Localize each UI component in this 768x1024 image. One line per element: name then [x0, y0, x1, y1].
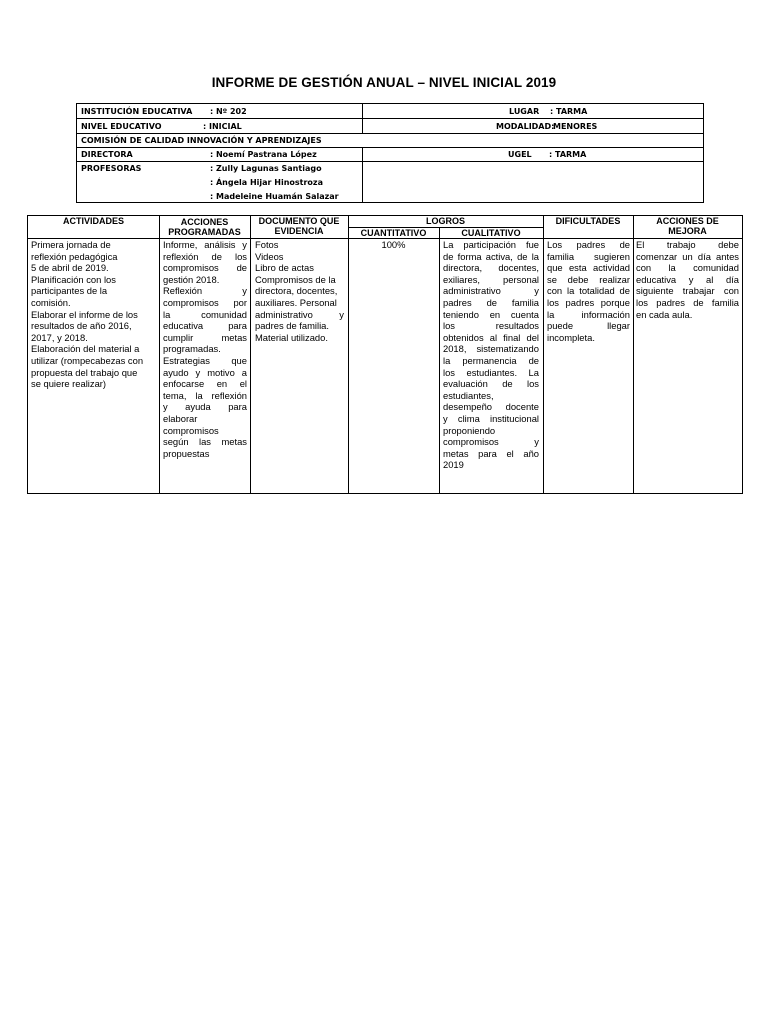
text-line: Estrategias que: [163, 354, 247, 366]
text-line: educativa para: [163, 320, 247, 332]
text-line: Libro de actas: [255, 262, 314, 274]
text-line: proponiendo: [443, 424, 496, 436]
header-acciones-mejora: [633, 216, 742, 236]
profesora-name: : Madeleine Huamán Salazar: [210, 192, 339, 201]
text-line: programadas.: [163, 343, 221, 355]
header-line: ACCIONES: [180, 217, 229, 227]
text-line: en cada aula.: [636, 308, 693, 320]
profesoras-label: PROFESORAS: [81, 164, 142, 173]
text-line: la información: [547, 308, 630, 320]
text-line: El trabajo debe: [636, 239, 739, 250]
header-line: DOCUMENTO QUE: [258, 216, 340, 226]
text-line: la permanencia de: [443, 354, 539, 366]
header-line: PROGRAMADAS: [168, 227, 241, 237]
info-divider: [362, 148, 363, 203]
text-line: 5 de abril de 2019.: [31, 262, 109, 274]
header-actividades: ACTIVIDADES: [62, 216, 124, 226]
header-acciones-programadas: [159, 217, 250, 237]
text-line: administrativo y: [255, 308, 344, 320]
text-line: compromisos por: [163, 296, 247, 308]
column-divider: [633, 216, 634, 493]
nivel-value: : INICIAL: [203, 122, 242, 131]
lugar-value: : TARMA: [550, 107, 588, 116]
text-line: exiliares, personal: [443, 273, 539, 285]
header-line: EVIDENCIA: [274, 226, 324, 236]
header-line: ACCIONES DE: [656, 216, 719, 226]
text-line: enfocarse en el: [163, 378, 247, 390]
header-dificultades: DIFICULTADES: [555, 216, 621, 226]
text-line: educativa y al día: [636, 273, 739, 285]
institution-info-box: [76, 103, 704, 203]
cell-dificultades: [547, 239, 630, 343]
text-line: directora, docentes,: [443, 262, 539, 274]
institucion-label: INSTITUCIÓN EDUCATIVA: [81, 107, 193, 116]
text-line: de forma activa, de la: [443, 250, 539, 262]
cell-acciones-programadas: [163, 239, 247, 459]
cell-actividades: [31, 239, 157, 390]
text-line: padres de familia.: [255, 320, 329, 332]
text-line: resultados de año 2016,: [31, 320, 132, 332]
text-line: 2018, sistematizando: [443, 343, 539, 355]
text-line: reflexión pedagógica: [31, 250, 118, 262]
text-line: Material utilizado.: [255, 331, 328, 343]
header-line: MEJORA: [668, 226, 707, 236]
text-line: incompleta.: [547, 331, 595, 343]
text-line: los estudiantes. La: [443, 366, 539, 378]
text-line: administrativo y: [443, 285, 539, 297]
column-divider: [348, 216, 349, 493]
header-cuantitativo: CUANTITATIVO: [360, 228, 427, 238]
text-line: Videos: [255, 250, 284, 262]
text-line: Elaboración del material a: [31, 343, 140, 355]
text-line: y clima institucional: [443, 412, 539, 424]
text-line: ayudo y motivo a: [163, 366, 247, 378]
gestion-table: [27, 215, 743, 494]
text-line: propuesta del trabajo que: [31, 366, 138, 378]
info-divider: [362, 104, 363, 134]
text-line: se debe realizar: [547, 273, 630, 285]
text-line: evaluación de los: [443, 378, 539, 390]
text-line: Compromisos de la: [255, 273, 336, 285]
text-line: y ayuda para: [163, 401, 247, 413]
text-line: familia sugieren: [547, 250, 630, 262]
info-row-directora: [77, 148, 703, 162]
directora-label: DIRECTORA: [81, 150, 133, 159]
text-line: elaborar: [163, 412, 198, 424]
text-line: Planificación con los: [31, 273, 116, 285]
text-line: directora, docentes,: [255, 285, 338, 297]
text-line: compromisos de: [163, 262, 247, 274]
text-line: los resultados: [443, 320, 539, 332]
text-line: Los padres de: [547, 239, 630, 250]
nivel-label: NIVEL EDUCATIVO: [81, 122, 162, 131]
column-divider: [439, 227, 440, 493]
text-line: con la totalidad de: [547, 285, 630, 297]
text-line: reflexión de los: [163, 250, 247, 262]
text-line: metas para el año: [443, 447, 539, 459]
text-line: obtenidos al final del: [443, 331, 539, 343]
text-line: gestión 2018.: [163, 273, 220, 285]
ugel-value: : TARMA: [549, 150, 587, 159]
header-documento-evidencia: [250, 216, 348, 236]
header-cualitativo: CUALITATIVO: [461, 228, 521, 238]
cell-cuantitativo: 100%: [381, 239, 406, 250]
text-line: puede llegar: [547, 320, 630, 332]
cell-acciones-mejora: [636, 239, 739, 320]
text-line: Reflexión y: [163, 285, 247, 297]
cell-documento-evidencia: [255, 239, 344, 343]
text-line: Fotos: [255, 239, 279, 250]
text-line: comisión.: [31, 296, 71, 308]
text-line: siguiente trabajar con: [636, 285, 739, 297]
text-line: participantes de la: [31, 285, 108, 297]
info-row-nivel: [77, 119, 703, 134]
text-line: 2019: [443, 459, 464, 471]
text-line: tema, la reflexión: [163, 389, 247, 401]
text-line: que esta actividad: [547, 262, 630, 274]
text-line: 2017, y 2018.: [31, 331, 88, 343]
text-line: comenzar un día antes: [636, 250, 739, 262]
text-line: compromisos: [163, 424, 219, 436]
directora-value: : Noemí Pastrana López: [210, 150, 317, 159]
institucion-value: : Nº 202: [210, 107, 247, 116]
text-line: La participación fue: [443, 239, 539, 250]
text-line: Primera jornada de: [31, 239, 111, 250]
profesora-name: : Zully Lagunas Santiago: [210, 164, 322, 173]
text-line: utilizar (rompecabezas con: [31, 354, 144, 366]
modalidad-value: MENORES: [553, 122, 598, 131]
document-title: INFORME DE GESTIÓN ANUAL – NIVEL INICIAL 2019: [211, 75, 557, 90]
cell-cualitativo: [443, 239, 539, 471]
text-line: con la comunidad: [636, 262, 739, 274]
text-line: Informe, análisis y: [163, 239, 247, 250]
ugel-label: UGEL: [508, 150, 532, 159]
lugar-label: LUGAR: [509, 107, 540, 116]
text-line: Elaborar el informe de los: [31, 308, 138, 320]
modalidad-label: MODALIDAD:: [496, 122, 555, 131]
text-line: desempeño docente: [443, 401, 539, 413]
header-logros: LOGROS: [425, 216, 465, 226]
text-line: se quiere realizar): [31, 378, 107, 390]
column-divider: [543, 216, 544, 493]
text-line: compromisos y: [443, 436, 539, 448]
profesora-name: : Ángela Hijar Hinostroza: [210, 178, 323, 187]
text-line: los padres porque: [547, 296, 630, 308]
text-line: teniendo en cuenta: [443, 308, 539, 320]
text-line: la comunidad: [163, 308, 247, 320]
text-line: padres de familia: [443, 296, 539, 308]
text-line: según las metas: [163, 436, 247, 448]
text-line: cumplir metas: [163, 331, 247, 343]
comision-text: COMISIÓN DE CALIDAD INNOVACIÓN Y APRENDIZAJES: [81, 136, 322, 145]
text-line: estudiantes,: [443, 389, 494, 401]
text-line: propuestas: [163, 447, 210, 459]
column-divider: [250, 216, 251, 493]
text-line: auxiliares. Personal: [255, 296, 337, 308]
column-divider: [159, 216, 160, 493]
text-line: los padres de familia: [636, 296, 739, 308]
